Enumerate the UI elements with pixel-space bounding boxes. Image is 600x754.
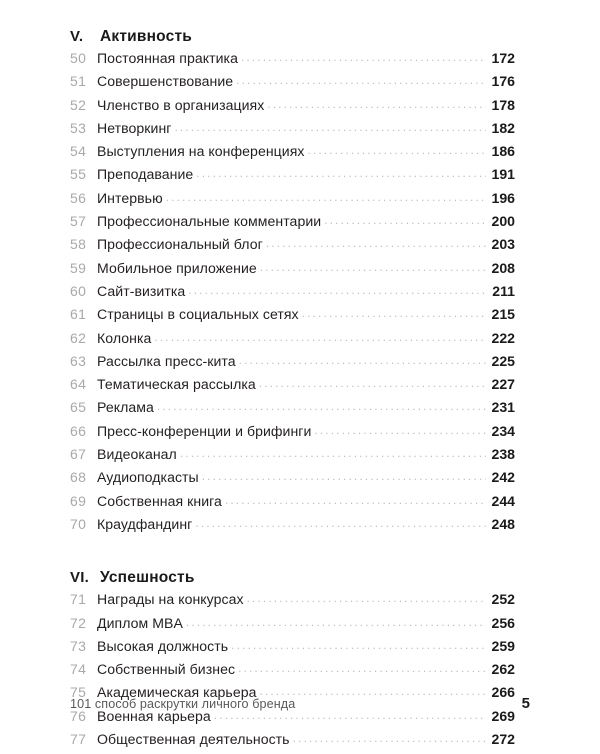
toc-entry[interactable] [70,50,515,73]
toc-entry-title: Совершенствование [97,73,234,90]
toc-dot-leader [236,74,486,86]
toc-entry-title: Страницы в социальных сетях [97,306,299,323]
toc-entry-title: Мобильное приложение [97,259,257,276]
toc-entry-page-number: 248 [491,515,515,532]
toc-entry-number: 77 [70,731,87,748]
toc-dot-leader [202,470,486,482]
toc-entry-page-number: 262 [491,661,515,678]
toc-entry-page-number: 227 [491,376,515,393]
toc-entry-title: Общественная деятельность [97,731,290,748]
toc-entry-number: 68 [70,469,87,486]
toc-dot-leader [293,732,486,744]
toc-entry-title: Собственная книга [97,492,222,509]
toc-dot-leader [266,237,486,249]
toc-dot-leader [180,447,486,459]
toc-entry-page-number: 272 [491,731,515,748]
toc-entry-title: Нетворкинг [97,119,172,136]
toc-section [70,28,515,539]
toc-entry-page-number: 196 [491,189,515,206]
toc-dot-leader [324,214,486,226]
footer-book-title: 101 способ раскрутки личного бренда [70,697,296,711]
toc-entry-number: 51 [70,73,87,90]
toc-entry-page-number: 244 [491,492,515,509]
toc-entry-number: 54 [70,143,87,160]
toc-entry-title: Аудиоподкасты [97,469,199,486]
toc-entry[interactable] [70,493,515,516]
toc-entry-page-number: 242 [491,469,515,486]
toc-entry[interactable] [70,306,515,329]
toc-dot-leader [154,331,486,343]
toc-dot-leader [231,639,486,651]
toc-entry-page-number: 266 [491,684,515,701]
toc-entry-number: 74 [70,661,87,678]
toc-entry-number: 63 [70,352,87,369]
toc-dot-leader [314,424,486,436]
toc-dot-leader [308,144,487,156]
toc-entry[interactable] [70,376,515,399]
toc-dot-leader [157,400,486,412]
toc-entry-page-number: 269 [491,707,515,724]
toc-entry-title: Высокая должность [97,637,229,654]
toc-entry-page-number: 208 [491,259,515,276]
toc-entry[interactable] [70,73,515,96]
toc-dot-leader [195,517,486,529]
toc-entry[interactable] [70,591,515,614]
toc-entry-title: Членство в организациях [97,96,265,113]
toc-entry-page-number: 211 [492,282,515,299]
toc-dot-leader [174,121,486,133]
toc-entry-number: 76 [70,707,87,724]
toc-entry-page-number: 182 [491,119,515,136]
section-title: Успешность [100,569,195,587]
toc-entry-title: Сайт-визитка [97,282,186,299]
toc-section-heading [70,28,515,46]
toc-entry-number: 60 [70,282,87,299]
toc-entry[interactable] [70,731,515,754]
toc-dot-leader [186,616,486,628]
toc-dot-leader [166,191,486,203]
toc-entry[interactable] [70,120,515,143]
toc-entry-title: Рассылка пресс-кита [97,352,236,369]
toc-entry-page-number: 259 [491,637,515,654]
toc-dot-leader [196,167,486,179]
toc-entry-number: 52 [70,96,87,113]
toc-dot-leader [188,284,486,296]
toc-dot-leader [238,662,486,674]
toc-entry[interactable] [70,260,515,283]
toc-entry-title: Академическая карьера [97,684,257,701]
toc-dot-leader [260,261,486,273]
toc-dot-leader [247,592,486,604]
toc-entry-title: Профессиональный блог [97,236,263,253]
toc-entry-title: Собственный бизнес [97,661,236,678]
section-roman-numeral: V. [70,28,84,45]
toc-entry-page-number: 225 [491,352,515,369]
toc-entry[interactable] [70,236,515,259]
toc-entry-title: Тематическая рассылка [97,376,256,393]
toc-dot-leader [239,354,486,366]
toc-dot-leader [267,98,486,110]
toc-entry-title: Диплом MBA [97,614,183,631]
toc-section-heading [70,569,515,587]
toc-entry[interactable] [70,97,515,120]
toc-entry-page-number: 203 [491,236,515,253]
toc-entry-number: 72 [70,614,87,631]
toc-entry[interactable] [70,143,515,166]
toc-entry-title: Видеоканал [97,446,177,463]
toc-entry-title: Реклама [97,399,154,416]
toc-entry-page-number: 176 [491,73,515,90]
toc-entry-number: 61 [70,306,87,323]
toc-entry-title: Краудфандинг [97,515,193,532]
section-title: Активность [100,28,192,45]
toc-entry-page-number: 191 [491,166,515,183]
toc-entry[interactable] [70,399,515,422]
toc-entry-number: 64 [70,376,87,393]
page-footer [70,695,530,712]
toc-entry-page-number: 172 [491,50,515,66]
toc-entry-title: Профессиональные комментарии [97,213,322,230]
toc-entry-number: 57 [70,213,87,230]
toc-entry-number: 58 [70,236,87,253]
toc-entry-page-number: 186 [491,143,515,160]
toc-dot-leader [302,307,486,319]
toc-entry-number: 75 [70,684,87,701]
toc-entry-title: Военная карьера [97,707,211,724]
toc-entry[interactable] [70,166,515,189]
toc-entry[interactable] [70,190,515,213]
toc-entry[interactable] [70,661,515,684]
toc-entry-number: 50 [70,50,87,66]
toc-entry[interactable] [70,446,515,469]
toc-entry-page-number: 231 [491,399,515,416]
toc-dot-leader [225,494,486,506]
toc-entry-title: Колонка [97,329,152,346]
toc-entry[interactable] [70,469,515,492]
toc-entry-number: 56 [70,189,87,206]
toc-entry-title: Пресс-конференции и брифинги [97,422,312,439]
toc-entry[interactable] [70,330,515,353]
toc-entry-title: Постоянная практика [97,50,238,66]
toc-entry-title: Выступления на конференциях [97,143,305,160]
toc-entry-page-number: 215 [491,306,515,323]
toc-entry[interactable] [70,516,515,539]
toc-entry[interactable] [70,283,515,306]
toc-entry-list [70,591,515,754]
toc-entry-page-number: 252 [491,591,515,608]
toc-entry-number: 66 [70,422,87,439]
toc-entry-title: Награды на конкурсах [97,591,244,608]
toc-entry-number: 62 [70,329,87,346]
toc-entry[interactable] [70,423,515,446]
toc-entry-number: 59 [70,259,87,276]
toc-entry-number: 69 [70,492,87,509]
toc-entry-title: Интервью [97,189,163,206]
toc-entry-title: Преподавание [97,166,194,183]
toc-entry-number: 70 [70,515,87,532]
toc-entry-page-number: 234 [491,422,515,439]
section-roman-numeral: VI. [70,569,89,587]
toc-dot-leader [241,51,486,63]
table-of-contents [70,28,515,754]
toc-entry-number: 55 [70,166,87,183]
footer-page-number: 5 [521,695,530,712]
toc-entry[interactable] [70,353,515,376]
toc-entry-page-number: 238 [491,446,515,463]
toc-entry-number: 53 [70,119,87,136]
toc-entry[interactable] [70,213,515,236]
toc-entry-number: 65 [70,399,87,416]
toc-entry-page-number: 200 [491,213,515,230]
toc-entry-page-number: 256 [491,614,515,631]
toc-entry-number: 71 [70,591,87,608]
toc-entry-list [70,50,515,539]
toc-entry[interactable] [70,615,515,638]
toc-entry-page-number: 178 [491,96,515,113]
toc-entry-number: 67 [70,446,87,463]
toc-entry[interactable] [70,638,515,661]
toc-section [70,569,515,754]
toc-dot-leader [259,377,486,389]
toc-entry-page-number: 222 [491,329,515,346]
toc-entry-number: 73 [70,637,87,654]
